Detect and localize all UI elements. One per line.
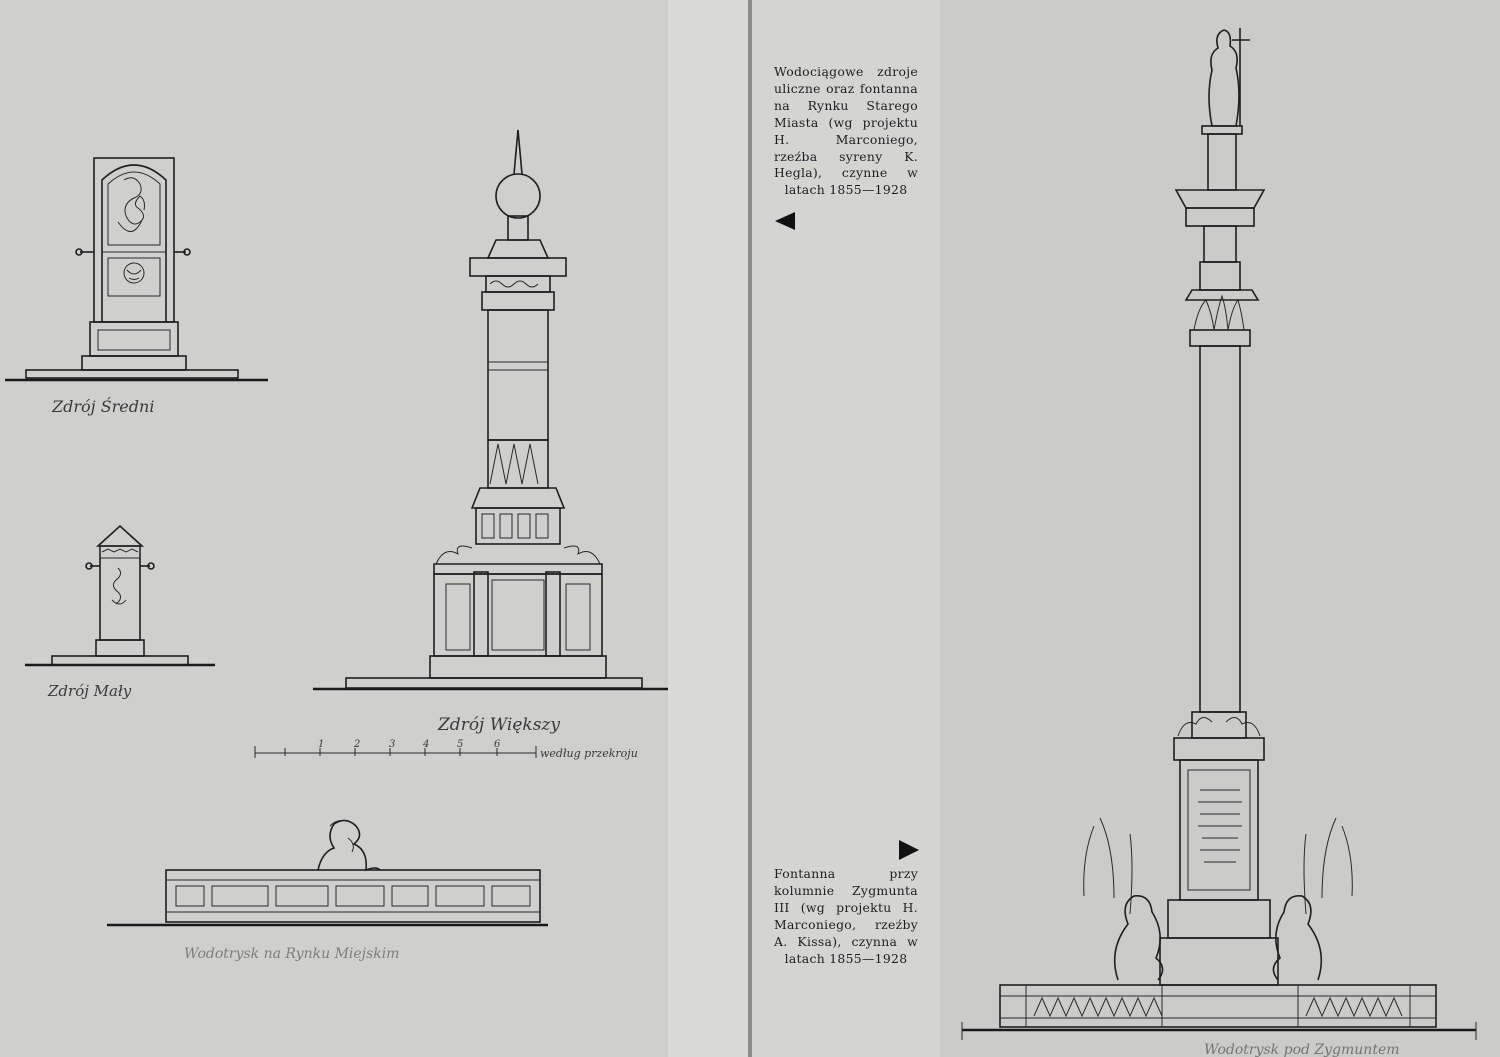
scale-number-1: 1 <box>318 739 325 750</box>
zdroj-maly-drawing <box>25 526 215 700</box>
scale-number-4: 4 <box>423 739 430 750</box>
scale-bar <box>255 739 638 760</box>
rynek-label: Wodotrysk na Rynku Miejskim <box>184 946 400 962</box>
arrow-left-icon <box>775 212 795 230</box>
rynek-fountain-drawing <box>107 820 548 962</box>
zdroj-wiekszy-label: Zdrój Większy <box>438 715 560 735</box>
zdroj-maly-label: Zdrój Mały <box>48 682 132 700</box>
scale-text: według przekroju <box>540 747 638 760</box>
zdroj-sredni-label: Zdrój Średni <box>52 397 155 416</box>
scale-number-2: 2 <box>354 739 361 750</box>
zdroj-sredni-drawing <box>5 158 268 416</box>
zygmunt-label: Wodotrysk pod Zygmuntem <box>1204 1042 1400 1057</box>
scale-number-3: 3 <box>389 739 396 750</box>
scale-number-6: 6 <box>494 739 501 750</box>
caption-bottom: Fontanna przy kolumnie Zygmunta III (wg projektu H. Marconiego, rzeźby A. Kissa), czynna w latach 1855—1928 <box>774 866 918 966</box>
zygmunt-column-drawing <box>962 28 1476 1057</box>
zdroj-wiekszy-drawing <box>313 130 668 735</box>
arrow-right-icon <box>899 840 919 860</box>
scale-number-5: 5 <box>457 739 464 750</box>
caption-top: Wodociągowe zdroje uliczne oraz fontanna na Rynku Starego Miasta (wg projektu H. Marconiego, rzeźba syreny K. Hegla), czynne w latach 1855—1928 <box>774 64 918 198</box>
